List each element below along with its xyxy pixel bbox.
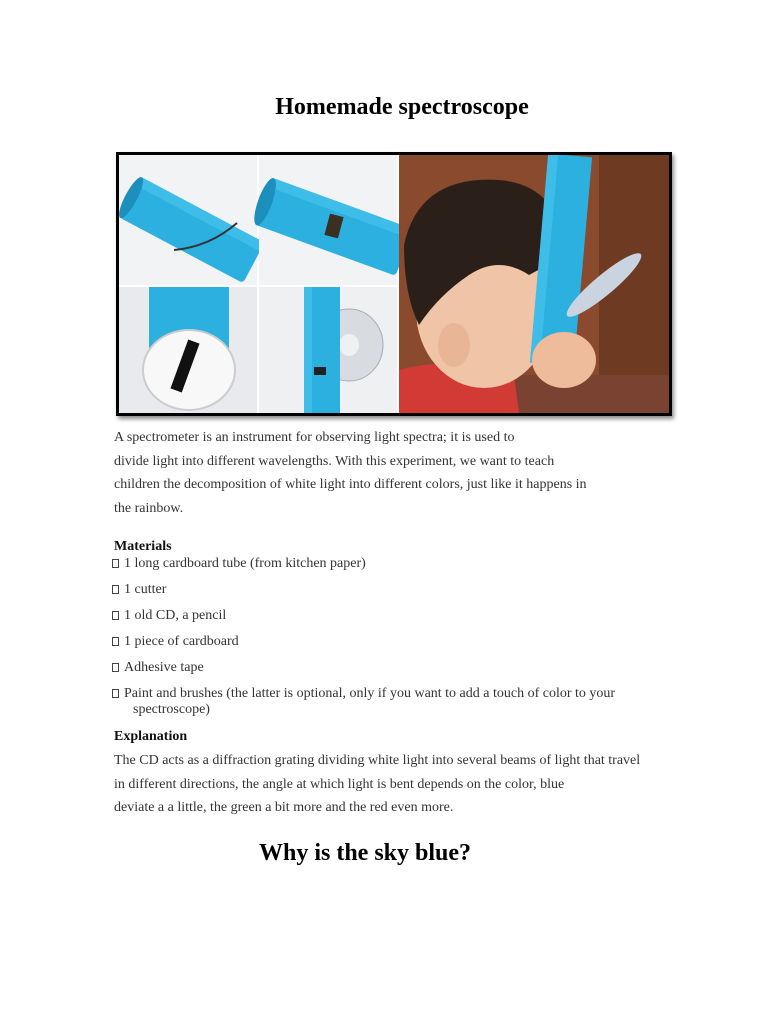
material-item-continuation: spectroscope) [133,702,210,717]
material-item-text: Paint and brushes (the latter is optional, only if you want to add a touch of color to your [124,686,616,701]
document-title: Homemade spectroscope [275,94,529,120]
intro-line: children the decomposition of white light into different colors, just like it happens in [114,477,587,492]
intro-paragraph [114,426,654,520]
photo-tube-cut [119,155,265,285]
photo-tube-cd [259,287,397,413]
material-item-text: 1 cutter [124,582,167,597]
checkbox-icon [112,689,119,698]
photo-child-with-spectroscope [399,155,669,413]
section-title-sky-blue: Why is the sky blue? [258,840,472,866]
material-item-text: 1 piece of cardboard [124,634,239,649]
material-item [112,660,204,676]
intro-line: A spectrometer is an instrument for observing light spectra; it is used to [114,430,515,445]
materials-heading: Materials [114,539,172,554]
material-item-text: 1 long cardboard tube (from kitchen paper) [124,556,366,571]
checkbox-icon [112,663,119,672]
explanation-line: in different directions, the angle at which light is bent depends on the color, blue [114,776,565,792]
checkbox-icon [112,585,119,594]
material-item [112,634,239,650]
material-item [112,582,166,598]
photo-tube-cap [119,287,257,413]
spectroscope-photo-collage [116,152,672,416]
material-item [112,608,226,624]
explanation-heading: Explanation [114,729,188,744]
material-item [112,556,366,572]
explanation-paragraph [114,749,654,820]
explanation-line: The CD acts as a diffraction grating dividing white light into several beams of light that travel [114,753,641,768]
intro-line: the rainbow. [114,500,184,516]
material-item [112,686,615,718]
photo-tube-hole [250,155,413,285]
intro-line: divide light into different wavelengths. With this experiment, we want to teach [114,453,555,469]
material-item-text: 1 old CD, a pencil [124,608,227,623]
checkbox-icon [112,611,119,620]
material-item-text: Adhesive tape [124,660,204,675]
explanation-line: deviate a a little, the green a bit more and the red even more. [114,800,454,815]
checkbox-icon [112,637,119,646]
checkbox-icon [112,559,119,568]
